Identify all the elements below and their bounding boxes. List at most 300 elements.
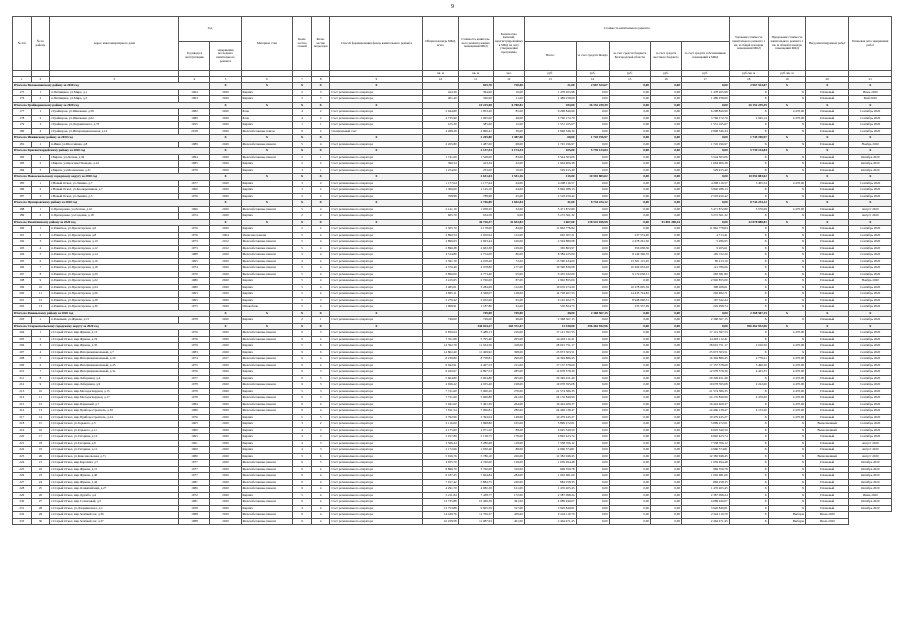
unit-cell: руб. bbox=[650, 71, 681, 77]
table-cell: Плановый bbox=[806, 330, 849, 337]
table-cell: 201 bbox=[13, 297, 32, 304]
table-cell: 4 bbox=[311, 232, 330, 239]
table-cell: 2 bbox=[311, 128, 330, 135]
table-cell: 226,00 bbox=[493, 453, 524, 460]
table-cell: 295,00 bbox=[493, 375, 524, 382]
column-number-cell: 11 bbox=[458, 77, 493, 83]
table-cell: 0,00 bbox=[609, 492, 650, 499]
table-cell: 0,00 bbox=[650, 343, 681, 350]
subtotal-cell: 0,00 bbox=[650, 200, 681, 207]
table-cell: Кирпич bbox=[241, 317, 293, 324]
table-cell: 4 470,00 bbox=[768, 362, 805, 369]
table-cell: 398,00 bbox=[493, 349, 524, 356]
table-cell: п.Ракитное, ул.Пролетарская, д.6 bbox=[50, 226, 179, 233]
table-cell: 5 899 272,01 bbox=[524, 421, 576, 428]
table-cell: 4 bbox=[293, 109, 312, 116]
table-cell: X bbox=[729, 89, 768, 96]
table-cell: X bbox=[768, 460, 805, 467]
table-cell: Счет регионального оператора bbox=[330, 180, 423, 187]
table-cell: 261,00 bbox=[493, 395, 524, 402]
table-cell: Кирпич bbox=[241, 421, 293, 428]
table-cell: 180 bbox=[13, 128, 32, 135]
table-cell: 19 bbox=[31, 447, 50, 454]
table-cell: 1958 bbox=[179, 505, 210, 512]
table-cell: 11,00 bbox=[493, 96, 524, 103]
table-cell: Счет регионального оператора bbox=[330, 486, 423, 493]
table-cell: 3 bbox=[31, 122, 50, 129]
table-cell: 20 bbox=[31, 453, 50, 460]
table-cell: 4 470,00 bbox=[768, 356, 805, 363]
header-cell: Всего: bbox=[524, 42, 576, 71]
table-cell: 112,00 bbox=[493, 284, 524, 291]
table-cell: Октябрь 2020 bbox=[849, 486, 892, 493]
table-cell: 2 945,14 bbox=[729, 115, 768, 122]
table-cell: 0,00 bbox=[576, 356, 609, 363]
table-cell: Кирпич bbox=[241, 440, 293, 447]
column-number-cell: 19 bbox=[768, 77, 805, 83]
subtotal-cell: X bbox=[210, 310, 241, 317]
table-cell: 195 bbox=[13, 258, 32, 265]
table-cell: 11 087,04 bbox=[458, 518, 493, 525]
subtotal-cell: 10 592 883,02 bbox=[576, 174, 609, 181]
subtotal-cell: X bbox=[330, 102, 423, 109]
table-cell: 5 bbox=[31, 356, 50, 363]
subtotal-cell: 0,00 bbox=[609, 135, 650, 142]
table-cell: 202 bbox=[13, 304, 32, 311]
table-cell: 1 487,00 bbox=[458, 141, 493, 148]
table-cell: 0,00 bbox=[609, 330, 650, 337]
table-cell: Железобетонные панели bbox=[241, 466, 293, 473]
table-cell: Плановый bbox=[806, 122, 849, 129]
table-cell: 1980 bbox=[179, 115, 210, 122]
table-cell: 1 930,40 bbox=[458, 447, 493, 454]
table-cell: 1974 bbox=[179, 265, 210, 272]
table-cell: 0,00 bbox=[609, 167, 650, 174]
table-cell: 2020 bbox=[210, 427, 241, 434]
table-cell: 0,00 bbox=[650, 167, 681, 174]
subtotal-cell: 0,00 bbox=[609, 174, 650, 181]
table-cell: 0,00 bbox=[576, 375, 609, 382]
table-cell: Сентябрь 2020 bbox=[849, 349, 892, 356]
table-cell: 0,00 bbox=[650, 518, 681, 525]
table-cell: 9 905,59 bbox=[458, 505, 493, 512]
table-cell: 7 558 706,12 bbox=[681, 440, 729, 447]
table-cell: 0,00 bbox=[609, 115, 650, 122]
header-cell: Адрес многоквартирного дома bbox=[50, 17, 179, 71]
table-cell: 0,00 bbox=[650, 388, 681, 395]
table-cell: 121 786,06 bbox=[681, 265, 729, 272]
subtotal-cell: X bbox=[806, 135, 849, 142]
table-cell: Плановый bbox=[806, 206, 849, 213]
table-cell: 0,00 bbox=[576, 460, 609, 467]
table-cell: 17 bbox=[31, 434, 50, 441]
unit-cell: руб. bbox=[576, 71, 609, 77]
table-cell: 969 359,78 bbox=[524, 466, 576, 473]
table-cell: 1 528,00 bbox=[458, 154, 493, 161]
subtotal-cell: X bbox=[311, 148, 330, 155]
table-cell: Сентябрь 2020 bbox=[849, 427, 892, 434]
table-cell: Сентябрь 2020 bbox=[849, 245, 892, 252]
table-cell: 177 bbox=[13, 109, 32, 116]
table-cell: Плановый bbox=[806, 278, 849, 285]
table-cell: 0,00 bbox=[650, 252, 681, 259]
table-cell: 10,00 bbox=[493, 167, 524, 174]
table-cell: Кирпич bbox=[241, 161, 293, 168]
table-cell: 0,00 bbox=[609, 362, 650, 369]
table-cell: 2017 bbox=[210, 356, 241, 363]
table-cell: 0,00 bbox=[576, 505, 609, 512]
table-cell: Железобетонные панели bbox=[241, 473, 293, 480]
table-cell: 401,00 bbox=[493, 518, 524, 525]
table-cell: X bbox=[768, 265, 805, 272]
table-cell: 0,00 bbox=[576, 141, 609, 148]
table-cell: Железобетонные панели bbox=[241, 401, 293, 408]
table-cell: 0,00 bbox=[609, 421, 650, 428]
table-cell: 25 973 303,51 bbox=[681, 349, 729, 356]
subtotal-cell: X bbox=[311, 200, 330, 207]
table-cell: 0,00 bbox=[609, 128, 650, 135]
table-cell: Июль 2020 bbox=[849, 89, 892, 96]
table-cell: 2 848 546,34 bbox=[681, 128, 729, 135]
table-cell: 5 286,95 bbox=[681, 239, 729, 246]
table-cell: Счет регионального оператора bbox=[330, 213, 423, 220]
table-cell: 0,00 bbox=[609, 336, 650, 343]
table-cell: Плановый bbox=[806, 356, 849, 363]
table-cell: 2 896,63 bbox=[423, 239, 458, 246]
table-cell: 0,00 bbox=[576, 161, 609, 168]
table-cell: X bbox=[768, 141, 805, 148]
subtotal-cell: X bbox=[849, 200, 892, 207]
table-cell: 5 bbox=[293, 343, 312, 350]
table-cell: 17 121 397,53 bbox=[524, 330, 576, 337]
table-cell: 3 bbox=[311, 388, 330, 395]
table-cell: 1965 bbox=[179, 297, 210, 304]
table-cell: г.Новый Оскол, ул.Ленина, д.3 bbox=[50, 193, 179, 200]
table-cell: 0,00 bbox=[609, 213, 650, 220]
table-cell: 2 bbox=[293, 213, 312, 220]
header-cell: № п/п bbox=[13, 17, 32, 71]
table-cell: 2 735,90 bbox=[423, 115, 458, 122]
table-cell: 3 bbox=[31, 167, 50, 174]
table-cell: 0,00 bbox=[650, 265, 681, 272]
table-cell: 5 786,10 bbox=[458, 453, 493, 460]
table-cell: 1980 bbox=[179, 278, 210, 285]
subtotal-cell: 0,00 bbox=[681, 148, 729, 155]
table-cell: 4 bbox=[311, 486, 330, 493]
table-cell: X bbox=[729, 512, 768, 519]
table-cell: 1977 bbox=[179, 375, 210, 382]
table-cell: 3 bbox=[293, 421, 312, 428]
table-cell: 317,00 bbox=[493, 505, 524, 512]
column-number-cell: 13 bbox=[524, 77, 576, 83]
table-cell: г.Старый Оскол, ул.Гагарина, д.11 bbox=[50, 447, 179, 454]
subtotal-cell: 2 174,34 bbox=[493, 148, 524, 155]
table-cell: 3 bbox=[311, 297, 330, 304]
table-cell: 2020 bbox=[210, 505, 241, 512]
table-cell: Счет регионального оператора bbox=[330, 265, 423, 272]
table-cell: X bbox=[768, 336, 805, 343]
table-cell: X bbox=[729, 109, 768, 116]
subtotal-cell: 0,00 bbox=[681, 310, 729, 317]
table-cell: 7 558 706,12 bbox=[524, 440, 576, 447]
subtotal-label: Итого по Старооскольскому городскому округу за 2020 год bbox=[13, 323, 210, 330]
table-cell: 1972 bbox=[179, 492, 210, 499]
table-cell: 4 926,22 bbox=[423, 382, 458, 389]
table-cell: 665 307,21 bbox=[524, 232, 576, 239]
table-cell: 11 862 778,84 bbox=[524, 226, 576, 233]
table-cell: 9 bbox=[293, 512, 312, 519]
table-cell: Октябрь 2020 bbox=[849, 466, 892, 473]
table-cell: Счет регионального оператора bbox=[330, 408, 423, 415]
table-cell: 2020 bbox=[210, 330, 241, 337]
table-cell: Плановый bbox=[806, 473, 849, 480]
subtotal-cell: 396 462 932,96 bbox=[729, 323, 768, 330]
table-cell: Плановый bbox=[806, 434, 849, 441]
header-cell: Материал стен bbox=[241, 17, 293, 71]
table-cell: Счет регионального оператора bbox=[330, 96, 423, 103]
table-cell: 0,00 bbox=[576, 343, 609, 350]
table-cell: X bbox=[729, 336, 768, 343]
table-cell: 0,00 bbox=[650, 239, 681, 246]
table-cell: Плановый bbox=[806, 154, 849, 161]
table-cell: 0,00 bbox=[609, 499, 650, 506]
subtotal-cell: 2 368 567,15 bbox=[729, 310, 768, 317]
table-cell: 0,00 bbox=[650, 271, 681, 278]
table-cell: 181 bbox=[13, 141, 32, 148]
table-cell: 44,00 bbox=[493, 187, 524, 194]
table-cell: Счет регионального оператора bbox=[330, 473, 423, 480]
table-cell: 1 bbox=[31, 89, 50, 96]
table-cell: 21 574 386,35 bbox=[681, 388, 729, 395]
table-cell: Счет регионального оператора bbox=[330, 239, 423, 246]
table-cell: 5 bbox=[293, 141, 312, 148]
table-body bbox=[13, 83, 892, 525]
table-cell: 2 504 880,08 bbox=[524, 239, 576, 246]
table-cell: 5 bbox=[293, 291, 312, 298]
table-cell: 4 470,00 bbox=[729, 395, 768, 402]
table-cell: Август 2020 bbox=[849, 206, 892, 213]
table-cell: 128,00 bbox=[493, 460, 524, 467]
table-cell: 2020 bbox=[210, 486, 241, 493]
table-cell: Плановый bbox=[806, 336, 849, 343]
subtotal-cell: X bbox=[210, 200, 241, 207]
table-cell: Счет регионального оператора bbox=[330, 336, 423, 343]
table-cell: Плановый bbox=[806, 362, 849, 369]
table-cell: 2 244 110,79 bbox=[524, 512, 576, 519]
table-cell: 0,00 bbox=[576, 206, 609, 213]
subtotal-cell: 1 487,00 bbox=[493, 135, 524, 142]
table-cell: 0,00 bbox=[576, 486, 609, 493]
table-cell: 4 bbox=[31, 128, 50, 135]
table-cell: 3 792,96 bbox=[423, 414, 458, 421]
table-cell: Счет регионального оператора bbox=[330, 369, 423, 376]
table-cell: 5 bbox=[311, 375, 330, 382]
table-cell: X bbox=[729, 492, 768, 499]
table-cell: 2 bbox=[311, 109, 330, 116]
table-cell: 1964 bbox=[179, 89, 210, 96]
table-cell: Плановый bbox=[806, 505, 849, 512]
table-cell: Сентябрь 2020 bbox=[849, 232, 892, 239]
table-cell: Счет регионального оператора bbox=[330, 187, 423, 194]
table-cell: 0,00 bbox=[650, 427, 681, 434]
table-cell: Счет регионального оператора bbox=[330, 453, 423, 460]
subtotal-cell: X bbox=[241, 135, 293, 142]
table-cell: 4 655,40 bbox=[458, 382, 493, 389]
table-cell: г.Грайворон, ул.Дзержинского, д.70 bbox=[50, 122, 179, 129]
table-cell: Октябрь 2020 bbox=[849, 479, 892, 486]
table-cell: 1982 bbox=[179, 109, 210, 116]
table-cell: 9 455 632,00 bbox=[524, 271, 576, 278]
table-cell: Сентябрь 2020 bbox=[849, 369, 892, 376]
table-cell: 25 973 303,51 bbox=[524, 349, 576, 356]
table-cell: 1 bbox=[31, 226, 50, 233]
unit-cell: руб./кв. м bbox=[768, 71, 805, 77]
table-cell: 179 bbox=[13, 122, 32, 129]
table-cell: 9,00 bbox=[493, 213, 524, 220]
table-cell: X bbox=[768, 427, 805, 434]
table-cell: 264,00 bbox=[493, 401, 524, 408]
table-cell: 118,00 bbox=[493, 440, 524, 447]
table-cell: 2 bbox=[31, 115, 50, 122]
table-cell: 0,00 bbox=[609, 434, 650, 441]
table-cell: 6 bbox=[31, 362, 50, 369]
table-cell: 22 bbox=[31, 466, 50, 473]
table-cell: 1 664 906,38 bbox=[524, 161, 576, 168]
table-cell: Счет регионального оператора bbox=[330, 89, 423, 96]
table-cell: 6 850,04 bbox=[423, 330, 458, 337]
subtotal-cell: X bbox=[210, 174, 241, 181]
subtotal-cell: X bbox=[768, 219, 805, 226]
table-cell: 44,00 bbox=[493, 180, 524, 187]
table-cell: Плановый bbox=[806, 245, 849, 252]
table-cell: Счет регионального оператора bbox=[330, 317, 423, 324]
table-cell: 24 466 138,47 bbox=[524, 408, 576, 415]
table-cell: 1 002 681,00 bbox=[524, 473, 576, 480]
subtotal-cell: X bbox=[806, 83, 849, 90]
table-cell: 10 469,39 bbox=[458, 499, 493, 506]
table-cell: Плановый bbox=[806, 213, 849, 220]
table-cell: 85 213,10 bbox=[681, 258, 729, 265]
table-cell: 237 574,00 bbox=[609, 232, 650, 239]
table-cell: 2020 bbox=[210, 167, 241, 174]
table-cell: Счет регионального оператора bbox=[330, 278, 423, 285]
table-cell: 4 bbox=[311, 492, 330, 499]
table-cell: 7 bbox=[31, 369, 50, 376]
table-cell: 16 424 409,37 bbox=[524, 401, 576, 408]
table-cell: 0,00 bbox=[576, 362, 609, 369]
table-cell: 0,00 bbox=[609, 473, 650, 480]
table-cell: 2 bbox=[293, 226, 312, 233]
table-cell: 1976 bbox=[179, 369, 210, 376]
table-cell: 2020 bbox=[210, 421, 241, 428]
table-cell: Счет регионального оператора bbox=[330, 414, 423, 421]
table-cell: 3 bbox=[311, 427, 330, 434]
table-cell: 10 bbox=[31, 284, 50, 291]
table-cell: 283 581,89 bbox=[681, 271, 729, 278]
table-cell: Счет регионального оператора bbox=[330, 401, 423, 408]
table-cell: 2 116,00 bbox=[423, 421, 458, 428]
column-number-cell: 9 bbox=[330, 77, 423, 83]
table-cell: 1964 bbox=[179, 96, 210, 103]
subtotal-cell: X bbox=[849, 135, 892, 142]
table-cell: 25 bbox=[31, 486, 50, 493]
table-cell: 0,00 bbox=[576, 128, 609, 135]
table-cell: Кирпич bbox=[241, 226, 293, 233]
table-cell: Плановый bbox=[806, 343, 849, 350]
table-cell: 5 760,00 bbox=[458, 466, 493, 473]
table-cell: 9 bbox=[293, 473, 312, 480]
column-number-cell: 14 bbox=[576, 77, 609, 83]
table-cell: Сентябрь 2020 bbox=[849, 193, 892, 200]
table-cell: X bbox=[768, 492, 805, 499]
table-cell: 3 bbox=[311, 369, 330, 376]
subtotal-cell: 10 225,08 bbox=[458, 102, 493, 109]
table-cell: Счет регионального оператора bbox=[330, 161, 423, 168]
table-cell: 2012 bbox=[210, 245, 241, 252]
table-cell: 95,00 bbox=[493, 271, 524, 278]
column-number-cell: 12 bbox=[493, 77, 524, 83]
table-cell: 4 bbox=[311, 265, 330, 272]
table-cell: 2020 bbox=[210, 89, 241, 96]
subtotal-cell: 0,00 bbox=[650, 135, 681, 142]
subtotal-cell: X bbox=[849, 83, 892, 90]
table-cell: X bbox=[768, 466, 805, 473]
table-cell: 0,00 bbox=[650, 122, 681, 129]
table-cell: 4 bbox=[311, 278, 330, 285]
table-cell: 2 368 567,15 bbox=[524, 317, 576, 324]
table-cell: 5 bbox=[293, 265, 312, 272]
table-cell: Кирпич bbox=[241, 180, 293, 187]
table-cell: 768,98 bbox=[423, 193, 458, 200]
table-cell: 1 bbox=[293, 122, 312, 129]
table-cell: 27 bbox=[31, 499, 50, 506]
table-cell: 1 551 165,67 bbox=[524, 122, 576, 129]
table-cell: 4 918,40 bbox=[458, 258, 493, 265]
table-cell: 0,00 bbox=[650, 232, 681, 239]
table-cell: 3 bbox=[311, 330, 330, 337]
table-cell: 2020 bbox=[210, 362, 241, 369]
subtotal-cell: X bbox=[241, 310, 293, 317]
table-cell: 0,00 bbox=[576, 434, 609, 441]
table-cell: 7 351,68 bbox=[423, 336, 458, 343]
table-cell: X bbox=[729, 499, 768, 506]
table-cell: X bbox=[768, 304, 805, 311]
subtotal-cell: X bbox=[241, 148, 293, 155]
column-number-cell: 4 bbox=[179, 77, 210, 83]
table-cell: 2 044,80 bbox=[423, 109, 458, 116]
table-cell: 2 172,66 bbox=[423, 447, 458, 454]
table-cell: 32,00 bbox=[493, 206, 524, 213]
table-cell: 2 368 567,15 bbox=[681, 317, 729, 324]
table-cell: 3 bbox=[311, 447, 330, 454]
table-cell: 4 568,07 bbox=[458, 291, 493, 298]
table-cell: 11 862 778,84 bbox=[681, 226, 729, 233]
table-cell: 0,00 bbox=[609, 317, 650, 324]
table-cell: X bbox=[768, 453, 805, 460]
table-cell: X bbox=[729, 440, 768, 447]
table-cell: X bbox=[768, 226, 805, 233]
table-cell: 2 773,40 bbox=[458, 271, 493, 278]
table-cell: 0,00 bbox=[609, 96, 650, 103]
table-cell: 24 466 138,47 bbox=[681, 408, 729, 415]
table-cell: 0,00 bbox=[576, 388, 609, 395]
table-cell: 176 bbox=[13, 96, 32, 103]
table-cell: г.Старый Оскол, мкр.Зелёный лог, д.37 bbox=[50, 518, 179, 525]
table-cell: Сентябрь 2020 bbox=[849, 304, 892, 311]
table-cell: 0,00 bbox=[650, 356, 681, 363]
table-cell: Счет регионального оператора bbox=[330, 505, 423, 512]
table-cell: 9 bbox=[293, 349, 312, 356]
